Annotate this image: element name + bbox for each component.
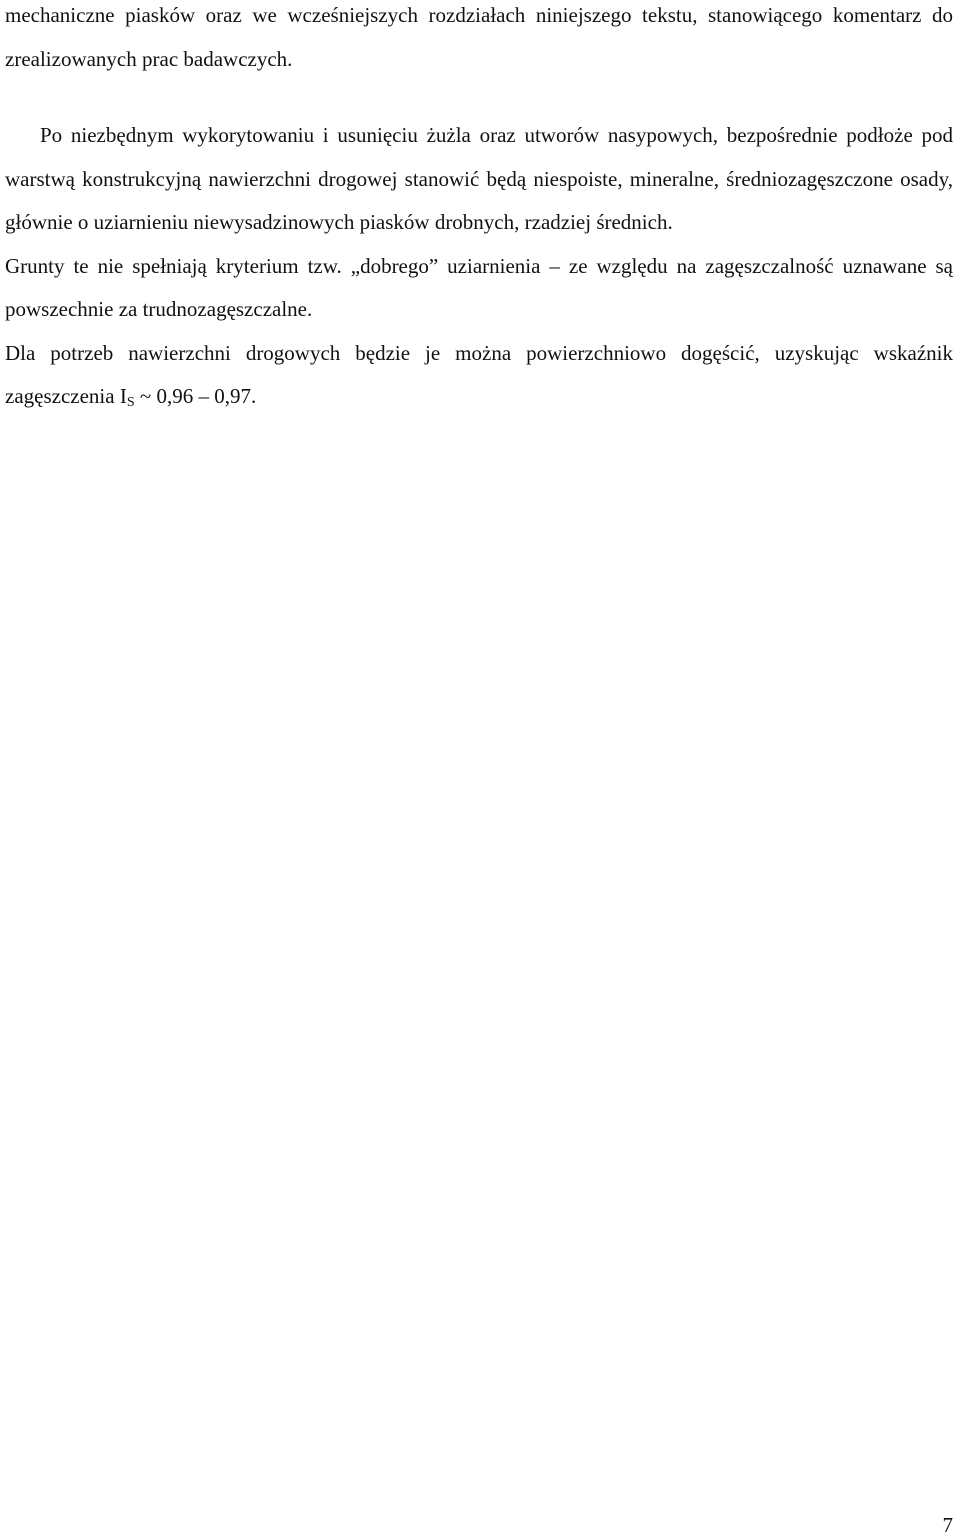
paragraph-compaction	[5, 332, 953, 425]
compaction-text-after: ~ 0,96 – 0,97.	[134, 384, 257, 408]
paragraph-continuation: mechaniczne piasków oraz we wcześniejszych rozdziałach niniejszego tekstu, stanowiącego komentarz do zrealizowanych prac badawczych.	[5, 3, 953, 71]
paragraph-subsoil: Po niezbędnym wykorytowaniu i usunięciu żużla oraz utworów nasypowych, bezpośrednie podłoże pod warstwą konstrukcyjną nawierzchni drogowej stanowić będą niespoiste, mineralne, średniozagęszczone osady, głównie o uziarnieniu niewysadzinowych piasków drobnych, rzadziej średnich.	[5, 123, 953, 234]
paragraph-grading-criterion: Grunty te nie spełniają kryterium tzw. „dobrego” uziarnienia – ze względu na zagęszczalność uznawane są powszechnie za trudnozagęszczalne.	[5, 253, 953, 321]
compaction-text-before: Dla potrzeb nawierzchni drogowych będzie je można powierzchniowo dogęścić, uzyskując wskaźnik zagęszczenia I	[5, 340, 953, 408]
compaction-index-subscript: S	[126, 395, 135, 410]
paragraph-gap	[5, 81, 953, 114]
document-page	[5, 0, 953, 425]
page-number: 7	[942, 1513, 953, 1537]
